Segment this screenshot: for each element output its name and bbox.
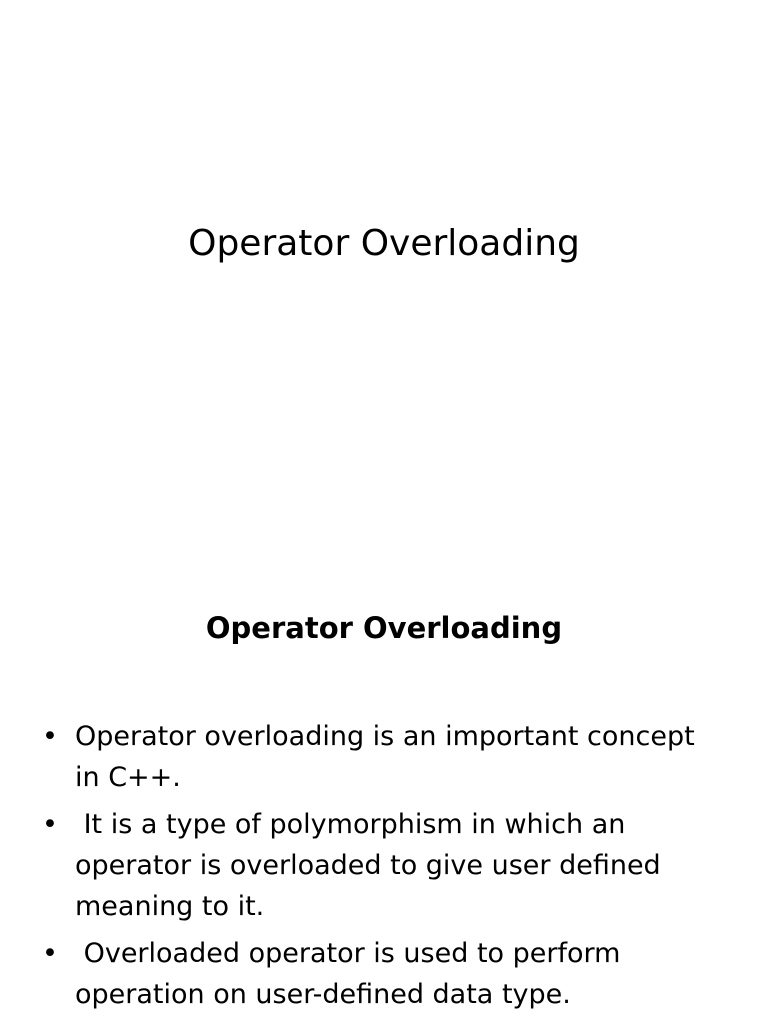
bullet-text: Operator overloading is an important concept in C++.: [75, 721, 695, 793]
section-heading: Operator Overloading: [205, 611, 563, 645]
bullet-icon: •: [42, 809, 58, 840]
bullet-icon: •: [42, 721, 58, 752]
bullet-item: [42, 933, 722, 1015]
slide-title: Operator Overloading: [188, 223, 580, 264]
bullet-item: [42, 716, 722, 798]
bullet-item: [42, 804, 722, 927]
bullet-icon: •: [42, 938, 58, 969]
bullet-text: It is a type of polymorphism in which an operator is overloaded to give user defined meaning to it.: [75, 809, 670, 922]
bullet-text: Overloaded operator is used to perform operation on user-defined data type.: [75, 938, 630, 1010]
bullet-list: [42, 716, 722, 1021]
